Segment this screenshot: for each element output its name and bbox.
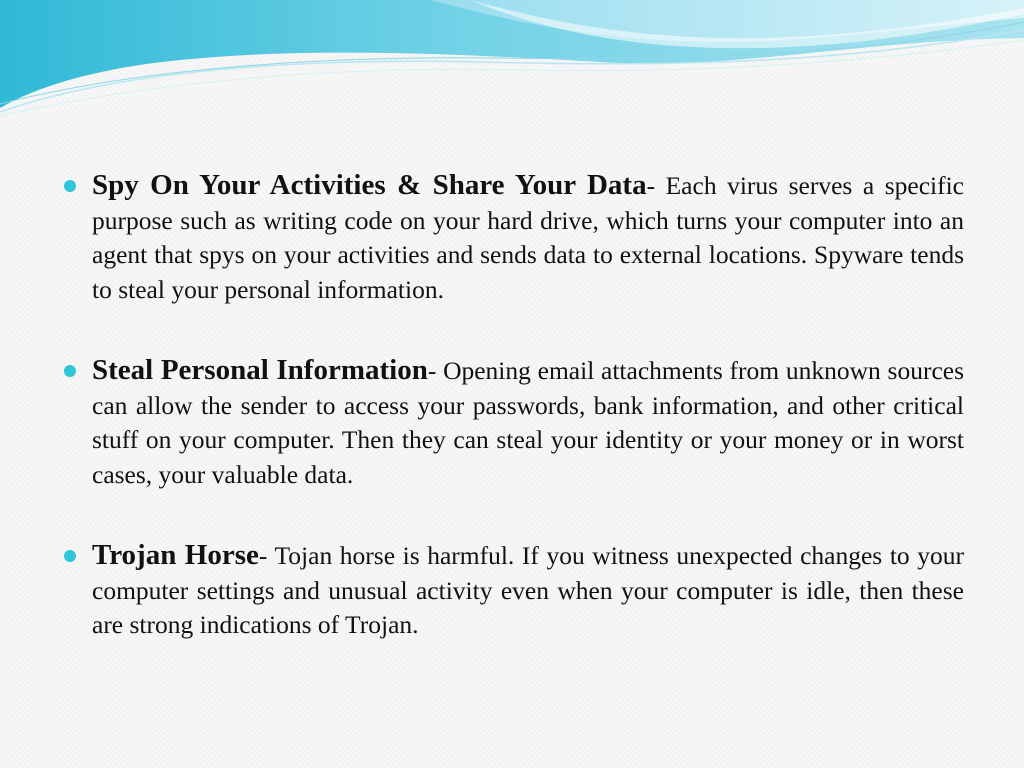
bullet-paragraph [92, 538, 964, 643]
bullet-separator: - [258, 541, 275, 570]
bullet-heading: Trojan Horse [92, 539, 259, 571]
bullet-separator: - [646, 171, 666, 200]
bullet-separator: - [427, 356, 444, 385]
bullet-list [62, 168, 964, 689]
bullet-item-spy [62, 168, 964, 307]
bullet-item-steal-info [62, 353, 964, 492]
bullet-dot-icon [64, 365, 76, 377]
bullet-paragraph [92, 353, 964, 492]
bullet-body: Each virus serves a specific purpose such as writing code on your hard drive, which turns your computer into an agent that spys on your activities and sends data to external locations. Spyware tends to steal your personal information. [92, 171, 964, 304]
bullet-heading: Spy On Your Activities & Share Your Data [92, 169, 647, 201]
header-wave-decoration [0, 0, 1024, 130]
bullet-item-trojan [62, 538, 964, 643]
bullet-body: Opening email attachments from unknown sources can allow the sender to access your passwords, bank information, and other critical stuff on your computer. Then they can steal your identity or your money or in worst cases, your valuable data. [92, 356, 965, 489]
bullet-dot-icon [64, 180, 76, 192]
bullet-paragraph [92, 168, 964, 307]
bullet-body: Tojan horse is harmful. If you witness unexpected changes to your computer settings and unusual activity even when your computer is idle, then these are strong indications of Trojan. [92, 541, 964, 639]
bullet-heading: Steal Personal Information [92, 354, 428, 386]
bullet-dot-icon [64, 550, 76, 562]
